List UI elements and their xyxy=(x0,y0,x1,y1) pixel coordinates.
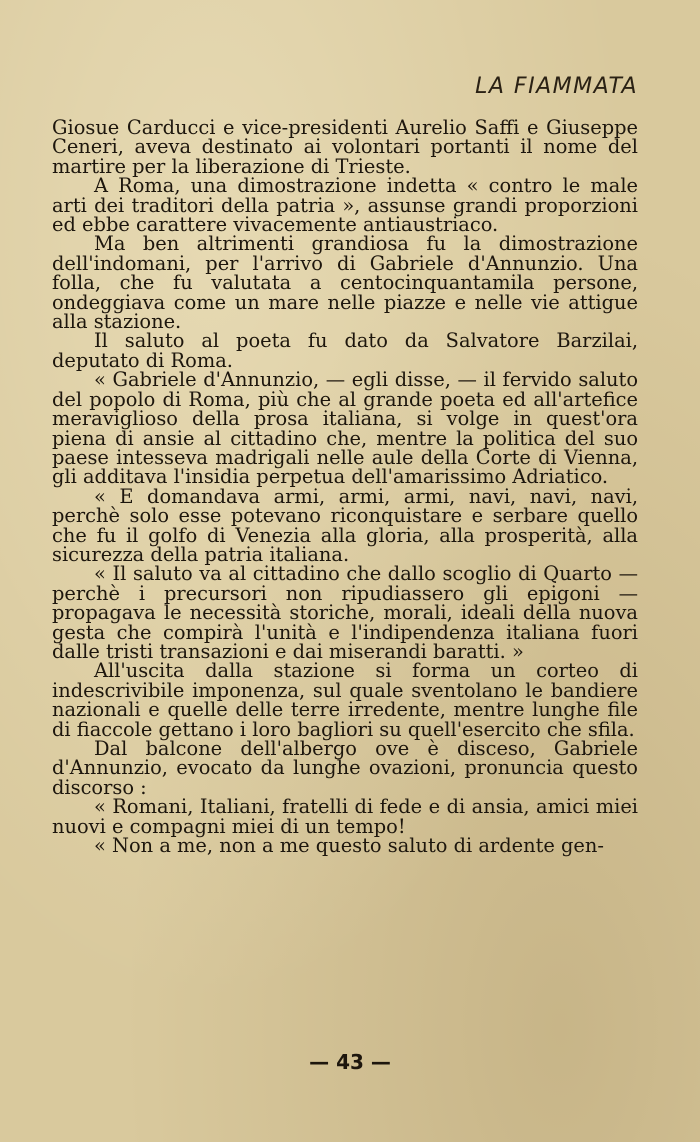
paragraph: « Non a me, non a me questo saluto di ardente gen- xyxy=(94,834,604,858)
body-text xyxy=(52,116,638,858)
running-title: LA FIAMMATA xyxy=(475,74,638,99)
paragraph: All'uscita dalla stazione si forma un corteo di indescrivibile imponenza, sul quale sventolano le bandiere nazionali e quelle delle terre irredente, mentre lunghe file di fiaccole gettano i loro bagliori su quell'esercito che sfila. xyxy=(52,659,638,741)
page-number: — 43 — xyxy=(309,1050,391,1074)
paragraph: Dal balcone dell'albergo ove è disceso, Gabriele d'Annunzio, evocato da lunghe ovazioni, pronuncia questo discorso : xyxy=(52,737,638,799)
paragraph: « Romani, Italiani, fratelli di fede e di ansia, amici miei nuovi e compagni miei di un tempo! xyxy=(52,795,638,838)
paragraph: Ma ben altrimenti grandiosa fu la dimostrazione dell'indomani, per l'arrivo di Gabriele d'Annunzio. Una folla, che fu valutata a centocinquantamila persone, ondeggiava come un mare nelle piazze e nelle vie attigue alla stazione. xyxy=(52,232,638,334)
paragraph: Giosue Carducci e vice-presidenti Aurelio Saffi e Giuseppe Ceneri, aveva destinato ai volontari portanti il nome del martire per la liberazione di Trieste. xyxy=(52,116,638,178)
paragraph: « Il saluto va al cittadino che dallo scoglio di Quarto — perchè i precursori non ripudiassero gli epigoni — propagava le necessità storiche, morali, ideali della nuova gesta che compirà l'unità e l'indipendenza italiana fuori dalle tristi transazioni e dai miserandi baratti. » xyxy=(52,562,638,663)
paragraph: Il saluto al poeta fu dato da Salvatore Barzilai, deputato di Roma. xyxy=(52,329,638,372)
paragraph: A Roma, una dimostrazione indetta « contro le male arti dei traditori della patria », assunse grandi proporzioni ed ebbe carattere vivacemente antiaustriaco. xyxy=(52,174,638,237)
paragraph: « E domandava armi, armi, armi, navi, navi, navi, perchè solo esse potevano riconquistare e serbare quello che fu il golfo di Venezia alla gloria, alla prosperità, alla sicurezza della patria italiana. xyxy=(52,484,638,566)
paragraph: « Gabriele d'Annunzio, — egli disse, — il fervido saluto del popolo di Roma, più che al grande poeta ed all'artefice meraviglioso della prosa italiana, si volge in quest'ora piena di ansie al cittadino che, mentre la politica del suo paese intesseva madrigali nelle aule della Corte di Vienna, gli additava l'insidia perpetua dell'amarissimo Adriatico. xyxy=(52,368,638,489)
